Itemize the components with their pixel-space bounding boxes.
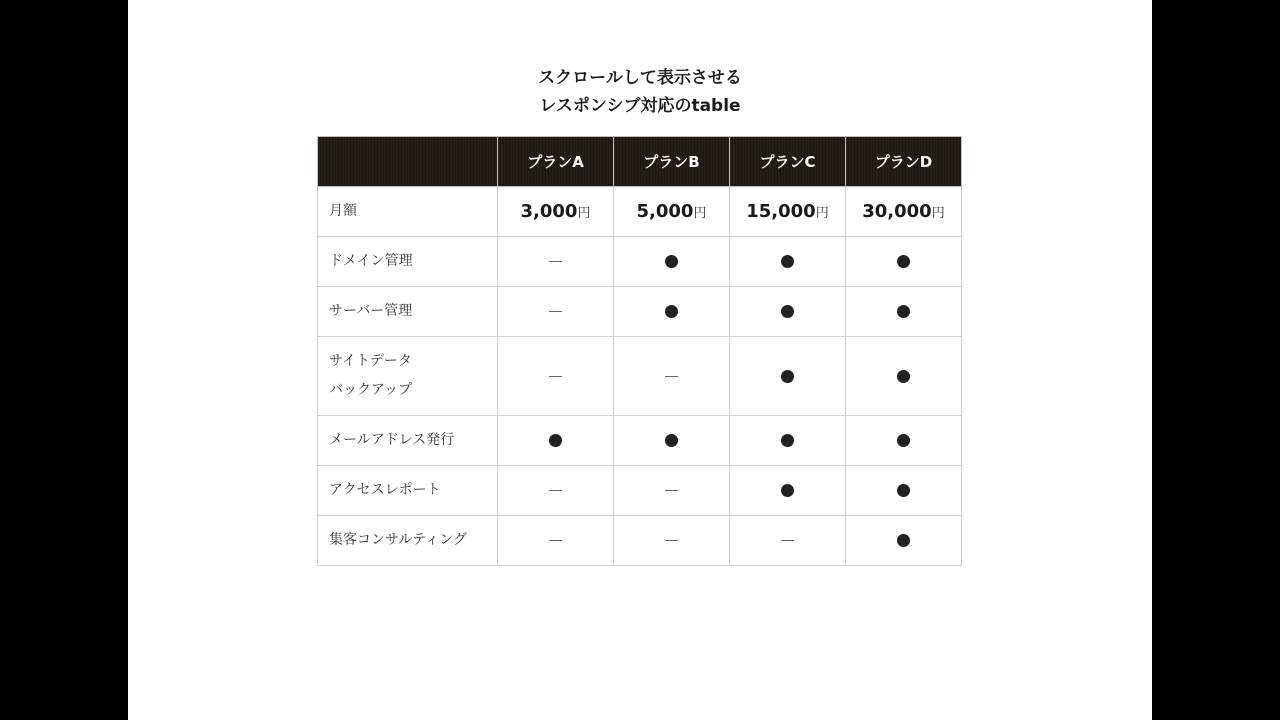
feature-label-line: サイトデータ [329,353,413,369]
table-row [318,337,962,416]
availability-cell-a [498,237,614,287]
page-title [128,64,1152,120]
plan-comparison-table [317,136,962,566]
unavailable-dash-icon [781,540,794,541]
feature-label-line: メールアドレス発行 [329,432,455,448]
table-row [318,466,962,516]
feature-label-line: サーバー管理 [329,303,413,319]
available-dot-icon [781,305,794,318]
availability-cell-a [498,416,614,466]
availability-cell-c [730,337,846,416]
plan-header-a: プランA [498,137,614,187]
feature-label-line: 集客コンサルティング [329,532,467,548]
unavailable-dash-icon [549,540,562,541]
available-dot-icon [665,434,678,447]
availability-cell-a [498,337,614,416]
feature-label-line: バックアップ [329,382,413,398]
price-cell-b [614,187,730,237]
available-dot-icon [897,434,910,447]
price-cell-d [846,187,962,237]
feature-label [318,416,498,466]
feature-label-line: ドメイン管理 [329,253,413,269]
table-row [318,516,962,566]
available-dot-icon [897,534,910,547]
page-title-line-2: レスポンシブ対応のtable [539,96,741,116]
page [128,0,1152,720]
availability-cell-c [730,516,846,566]
availability-cell-d [846,337,962,416]
price-value: 5,000 [636,201,694,222]
availability-cell-c [730,237,846,287]
available-dot-icon [897,370,910,383]
availability-cell-a [498,466,614,516]
feature-label [318,237,498,287]
price-cell-a [498,187,614,237]
available-dot-icon [897,484,910,497]
available-dot-icon [781,484,794,497]
available-dot-icon [549,434,562,447]
unavailable-dash-icon [549,311,562,312]
feature-label [318,466,498,516]
availability-cell-d [846,516,962,566]
unavailable-dash-icon [665,540,678,541]
table-row [318,287,962,337]
unavailable-dash-icon [665,490,678,491]
available-dot-icon [781,434,794,447]
header-corner-cell [318,137,498,187]
availability-cell-a [498,287,614,337]
availability-cell-b [614,416,730,466]
price-row [318,187,962,237]
availability-cell-c [730,287,846,337]
unavailable-dash-icon [549,376,562,377]
table-header-row [318,137,962,187]
unavailable-dash-icon [665,376,678,377]
availability-cell-d [846,237,962,287]
price-unit: 円 [577,206,591,221]
availability-cell-b [614,287,730,337]
availability-cell-d [846,287,962,337]
available-dot-icon [665,305,678,318]
feature-label-line: アクセスレポート [329,482,441,498]
availability-cell-b [614,337,730,416]
availability-cell-c [730,416,846,466]
feature-label [318,337,498,416]
feature-label [318,516,498,566]
availability-cell-d [846,416,962,466]
available-dot-icon [897,305,910,318]
price-cell-c [730,187,846,237]
price-unit: 円 [931,206,945,221]
unavailable-dash-icon [549,490,562,491]
price-row-label: 月額 [318,187,498,237]
price-unit: 円 [815,206,829,221]
page-title-line-1: スクロールして表示させる [538,68,742,88]
available-dot-icon [897,255,910,268]
available-dot-icon [781,370,794,383]
table-row [318,416,962,466]
availability-cell-b [614,466,730,516]
available-dot-icon [665,255,678,268]
price-value: 15,000 [746,201,816,222]
availability-cell-a [498,516,614,566]
plan-header-d: プランD [846,137,962,187]
plan-header-b: プランB [614,137,730,187]
availability-cell-b [614,237,730,287]
plan-header-c: プランC [730,137,846,187]
price-unit: 円 [693,206,707,221]
available-dot-icon [781,255,794,268]
table-row [318,237,962,287]
availability-cell-c [730,466,846,516]
availability-cell-b [614,516,730,566]
availability-cell-d [846,466,962,516]
feature-label [318,287,498,337]
price-value: 30,000 [862,201,932,222]
price-value: 3,000 [520,201,578,222]
unavailable-dash-icon [549,261,562,262]
feature-rows [318,237,962,566]
